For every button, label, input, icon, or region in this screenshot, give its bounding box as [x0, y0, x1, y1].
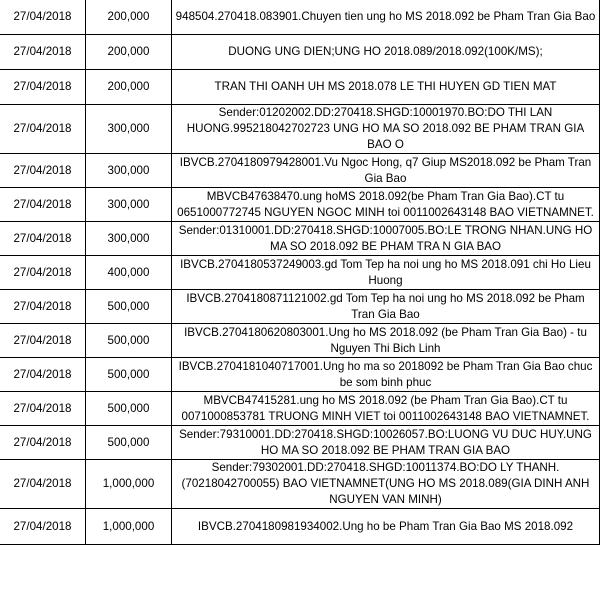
description-cell: Sender:01310001.DD:270418.SHGD:10007005.BO:LE TRONG NHAN.UNG HO MA SO 2018.092 BE PHAM TRA N GIA BAO [172, 222, 600, 256]
table-row [0, 426, 600, 460]
date-cell: 27/04/2018 [0, 324, 86, 358]
amount-cell: 500,000 [86, 426, 172, 460]
description-cell: 948504.270418.083901.Chuyen tien ung ho MS 2018.092 be Pham Tran Gia Bao [172, 0, 600, 35]
date-cell: 27/04/2018 [0, 358, 86, 392]
amount-cell: 500,000 [86, 392, 172, 426]
amount-cell: 200,000 [86, 0, 172, 35]
description-cell: Sender:79310001.DD:270418.SHGD:10026057.BO:LUONG VU DUC HUY.UNG HO MA SO 2018.092 BE PHAM TRAN GIA BAO [172, 426, 600, 460]
description-cell: IBVCB.2704180620803001.Ung ho MS 2018.092 (be Pham Tran Gia Bao) - tu Nguyen Thi Bich Linh [172, 324, 600, 358]
amount-cell: 300,000 [86, 154, 172, 188]
date-cell: 27/04/2018 [0, 35, 86, 70]
table-row [0, 0, 600, 35]
description-cell: TRAN THI OANH UH MS 2018.078 LE THI HUYEN GD TIEN MAT [172, 70, 600, 105]
amount-cell: 1,000,000 [86, 460, 172, 509]
table-row [0, 358, 600, 392]
date-cell: 27/04/2018 [0, 290, 86, 324]
amount-cell: 500,000 [86, 358, 172, 392]
description-cell: MBVCB47415281.ung ho MS 2018.092 (be Pham Tran Gia Bao).CT tu 0071000853781 TRUONG MINH VIET toi 0011002643148 BAO VIETNAMNET. [172, 392, 600, 426]
amount-cell: 300,000 [86, 105, 172, 154]
description-cell: IBVCB.2704181040717001.Ung ho ma so 2018092 be Pham Tran Gia Bao chuc be som binh phuc [172, 358, 600, 392]
table-row [0, 105, 600, 154]
date-cell: 27/04/2018 [0, 222, 86, 256]
table-row [0, 460, 600, 509]
description-cell: IBVCB.2704180537249003.gd Tom Tep ha noi ung ho MS 2018.091 chi Ho Lieu Huong [172, 256, 600, 290]
date-cell: 27/04/2018 [0, 256, 86, 290]
table-row [0, 509, 600, 545]
table-row [0, 290, 600, 324]
amount-cell: 400,000 [86, 256, 172, 290]
table-row [0, 256, 600, 290]
date-cell: 27/04/2018 [0, 70, 86, 105]
description-cell: MBVCB47638470.ung hoMS 2018.092(be Pham Tran Gia Bao).CT tu 0651000772745 NGUYEN NGOC MINH toi 0011002643148 BAO VIETNAMNET. [172, 188, 600, 222]
amount-cell: 200,000 [86, 35, 172, 70]
description-cell: IBVCB.2704180981934002.Ung ho be Pham Tran Gia Bao MS 2018.092 [172, 509, 600, 545]
description-cell: Sender:79302001.DD:270418.SHGD:10011374.BO:DO LY THANH.(70218042700055) BAO VIETNAMNET(UNG HO MS 2018.089(GIA DINH ANH NGUYEN VAN MINH) [172, 460, 600, 509]
amount-cell: 300,000 [86, 188, 172, 222]
description-cell: Sender:01202002.DD:270418.SHGD:10001970.BO:DO THI LAN HUONG.995218042702723 UNG HO MA SO 2018.092 BE PHAM TRAN GIA BAO O [172, 105, 600, 154]
amount-cell: 300,000 [86, 222, 172, 256]
description-cell: IBVCB.2704180979428001.Vu Ngoc Hong, q7 Giup MS2018.092 be Pham Tran Gia Bao [172, 154, 600, 188]
table-row [0, 392, 600, 426]
table-row [0, 35, 600, 70]
amount-cell: 500,000 [86, 290, 172, 324]
description-cell: DUONG UNG DIEN;UNG HO 2018.089/2018.092(100K/MS); [172, 35, 600, 70]
date-cell: 27/04/2018 [0, 460, 86, 509]
date-cell: 27/04/2018 [0, 392, 86, 426]
date-cell: 27/04/2018 [0, 105, 86, 154]
amount-cell: 500,000 [86, 324, 172, 358]
table-row [0, 188, 600, 222]
description-cell: IBVCB.2704180871121002.gd Tom Tep ha noi ung ho MS 2018.092 be Pham Tran Gia Bao [172, 290, 600, 324]
date-cell: 27/04/2018 [0, 509, 86, 545]
table-row [0, 70, 600, 105]
table-row [0, 324, 600, 358]
date-cell: 27/04/2018 [0, 188, 86, 222]
date-cell: 27/04/2018 [0, 0, 86, 35]
date-cell: 27/04/2018 [0, 154, 86, 188]
amount-cell: 200,000 [86, 70, 172, 105]
table-row [0, 222, 600, 256]
table-row [0, 154, 600, 188]
amount-cell: 1,000,000 [86, 509, 172, 545]
date-cell: 27/04/2018 [0, 426, 86, 460]
